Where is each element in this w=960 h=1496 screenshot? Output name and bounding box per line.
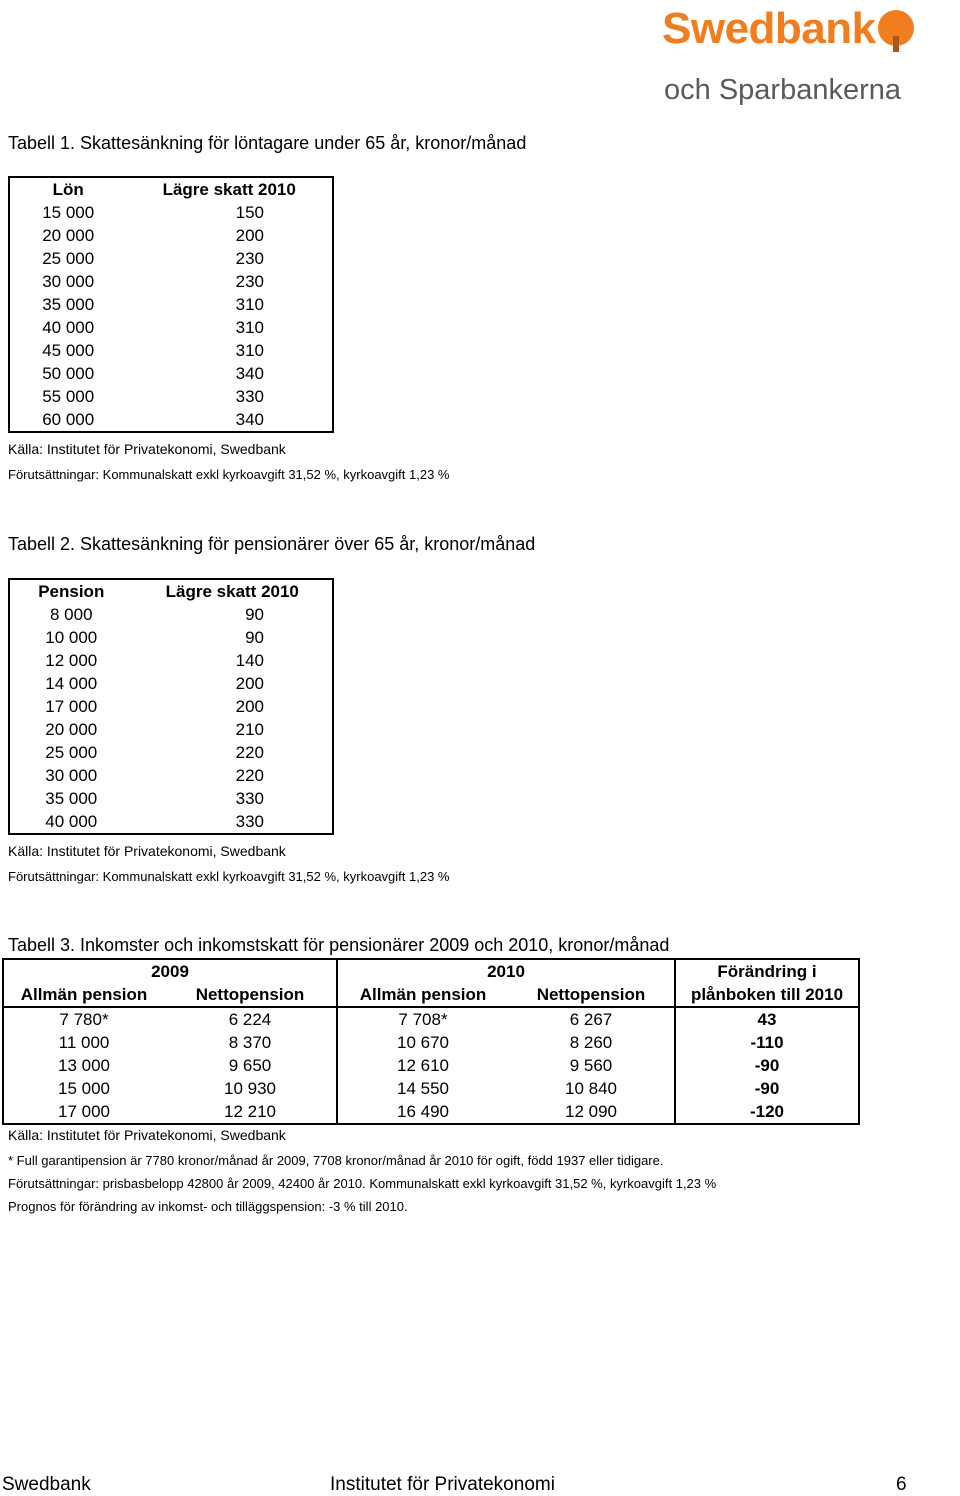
table3-cell: -110 bbox=[675, 1031, 859, 1054]
table1-source: Källa: Institutet för Privatekonomi, Swedbank bbox=[8, 441, 286, 457]
table1-cell: 150 bbox=[235, 202, 264, 222]
table-row bbox=[9, 626, 333, 649]
table3-group-2009: 2009 bbox=[151, 961, 189, 981]
table2-cell: 25 000 bbox=[45, 742, 98, 762]
table-row bbox=[9, 385, 333, 408]
footer-institute: Institutet för Privatekonomi bbox=[330, 1474, 555, 1495]
table-row bbox=[9, 718, 333, 741]
table3-cell: 10 670 bbox=[337, 1031, 508, 1054]
table-row bbox=[3, 1054, 859, 1077]
table3-group-change: Förändring i bbox=[675, 959, 859, 983]
logo-subtitle: och Sparbankerna bbox=[664, 74, 901, 106]
table2-cell: 200 bbox=[235, 673, 264, 693]
table3-cell: 16 490 bbox=[337, 1100, 508, 1124]
table3-footnote: * Full garantipension är 7780 kronor/månad år 2009, 7708 kronor/månad år 2010 för ogift, född 1937 eller tidigare. bbox=[8, 1153, 664, 1168]
table-row bbox=[9, 695, 333, 718]
table-row bbox=[9, 270, 333, 293]
table1-cell: 200 bbox=[235, 225, 264, 245]
table1-cell: 40 000 bbox=[42, 317, 95, 337]
table3-cell: 15 000 bbox=[58, 1078, 110, 1098]
table-row bbox=[9, 672, 333, 695]
table1-cell: 310 bbox=[235, 317, 264, 337]
footer-brand: Swedbank bbox=[2, 1474, 91, 1495]
table-row bbox=[9, 764, 333, 787]
table2-cell: 90 bbox=[245, 627, 264, 647]
table3-cell: 14 550 bbox=[337, 1077, 508, 1100]
table1-cell: 45 000 bbox=[42, 340, 95, 360]
table1-cell: 230 bbox=[235, 271, 264, 291]
table2-cell: 35 000 bbox=[45, 788, 98, 808]
table-row bbox=[3, 1100, 859, 1124]
table2-cell: 330 bbox=[235, 788, 264, 808]
table3-cell: 7 708* bbox=[337, 1007, 508, 1031]
table3-cell: 43 bbox=[675, 1007, 859, 1031]
table3-cell: 8 260 bbox=[569, 1032, 613, 1052]
table1-cell: 30 000 bbox=[42, 271, 95, 291]
table1-cell: 340 bbox=[235, 409, 264, 429]
table3-cell: 11 000 bbox=[58, 1032, 110, 1052]
table-row bbox=[9, 408, 333, 432]
table1-cell: 50 000 bbox=[42, 363, 95, 383]
table3-cell: 13 000 bbox=[58, 1055, 110, 1075]
table2-cell: 30 000 bbox=[45, 765, 98, 785]
table3-header: Nettopension bbox=[195, 984, 305, 1004]
table2-assumptions: Förutsättningar: Kommunalskatt exkl kyrkoavgift 31,52 %, kyrkoavgift 1,23 % bbox=[8, 869, 450, 884]
table3-cell: -90 bbox=[675, 1077, 859, 1100]
table2-cell: 12 000 bbox=[45, 650, 98, 670]
table-row bbox=[9, 293, 333, 316]
table3-cell: 12 090 bbox=[565, 1101, 617, 1121]
table2-cell: 8 000 bbox=[49, 604, 93, 624]
table1-cell: 230 bbox=[235, 248, 264, 268]
table-row bbox=[3, 1031, 859, 1054]
page-number: 6 bbox=[896, 1474, 907, 1495]
table2 bbox=[8, 578, 334, 835]
table3-forecast: Prognos för förändring av inkomst- och tilläggspension: -3 % till 2010. bbox=[8, 1199, 408, 1214]
table3-cell: 12 210 bbox=[224, 1101, 276, 1121]
table2-cell: 14 000 bbox=[45, 673, 98, 693]
table-row bbox=[9, 603, 333, 626]
table3-header: plånboken till 2010 bbox=[675, 983, 859, 1007]
table3-group-2010: 2010 bbox=[337, 959, 675, 983]
table3 bbox=[2, 958, 860, 1125]
table3-source: Källa: Institutet för Privatekonomi, Swedbank bbox=[8, 1127, 286, 1143]
table2-cell: 220 bbox=[235, 742, 264, 762]
table2-header-tax: Lägre skatt 2010 bbox=[165, 581, 299, 601]
table-row bbox=[9, 649, 333, 672]
table1 bbox=[8, 176, 334, 433]
table3-cell: 6 267 bbox=[508, 1007, 675, 1031]
table3-cell: -90 bbox=[675, 1054, 859, 1077]
table2-title: Tabell 2. Skattesänkning för pensionärer över 65 år, kronor/månad bbox=[8, 534, 536, 554]
table-row bbox=[9, 810, 333, 834]
table3-cell: 10 840 bbox=[565, 1078, 617, 1098]
table3-cell: -120 bbox=[675, 1100, 859, 1124]
table2-source: Källa: Institutet för Privatekonomi, Swedbank bbox=[8, 843, 286, 859]
table-row bbox=[3, 1007, 859, 1031]
table3-cell: 9 650 bbox=[228, 1055, 272, 1075]
table2-cell: 200 bbox=[235, 696, 264, 716]
table3-title: Tabell 3. Inkomster och inkomstskatt för pensionärer 2009 och 2010, kronor/månad bbox=[8, 935, 670, 955]
table1-header-salary: Lön bbox=[52, 179, 84, 199]
table3-cell: 10 930 bbox=[224, 1078, 276, 1098]
table1-title: Tabell 1. Skattesänkning för löntagare under 65 år, kronor/månad bbox=[8, 133, 527, 153]
table-row bbox=[9, 339, 333, 362]
table3-header: Nettopension bbox=[536, 984, 646, 1004]
table1-cell: 20 000 bbox=[42, 225, 95, 245]
table2-cell: 40 000 bbox=[45, 811, 98, 831]
table2-cell: 17 000 bbox=[45, 696, 98, 716]
table3-cell: 6 224 bbox=[164, 1007, 337, 1031]
table1-cell: 310 bbox=[235, 294, 264, 314]
table1-cell: 55 000 bbox=[42, 386, 95, 406]
table3-cell: 12 610 bbox=[337, 1054, 508, 1077]
table1-cell: 60 000 bbox=[42, 409, 95, 429]
table2-cell: 330 bbox=[235, 811, 264, 831]
table-row bbox=[9, 741, 333, 764]
table3-cell: 17 000 bbox=[58, 1101, 110, 1121]
table3-cell: 8 370 bbox=[228, 1032, 272, 1052]
table1-cell: 15 000 bbox=[42, 202, 95, 222]
table1-assumptions: Förutsättningar: Kommunalskatt exkl kyrkoavgift 31,52 %, kyrkoavgift 1,23 % bbox=[8, 467, 450, 482]
logo-brand: Swedbank bbox=[662, 4, 876, 53]
table-row bbox=[9, 224, 333, 247]
table2-header-pension: Pension bbox=[38, 581, 105, 601]
table3-assumptions: Förutsättningar: prisbasbelopp 42800 år 2009, 42400 år 2010. Kommunalskatt exkl kyrkoavgift 31,52 %, kyrkoavgift 1,23 % bbox=[8, 1176, 717, 1191]
table2-cell: 140 bbox=[235, 650, 264, 670]
table-row bbox=[9, 362, 333, 385]
table1-cell: 340 bbox=[235, 363, 264, 383]
table-row bbox=[9, 787, 333, 810]
table2-cell: 220 bbox=[235, 765, 264, 785]
table3-cell: 9 560 bbox=[569, 1055, 613, 1075]
table1-cell: 35 000 bbox=[42, 294, 95, 314]
table1-header-tax: Lägre skatt 2010 bbox=[162, 179, 296, 199]
table2-cell: 20 000 bbox=[45, 719, 98, 739]
table-row bbox=[9, 247, 333, 270]
table2-cell: 10 000 bbox=[45, 627, 98, 647]
oak-tree-icon bbox=[876, 6, 916, 56]
table1-cell: 310 bbox=[235, 340, 264, 360]
table-row bbox=[3, 1077, 859, 1100]
swedbank-logo bbox=[662, 4, 902, 104]
table1-cell: 25 000 bbox=[42, 248, 95, 268]
table2-cell: 90 bbox=[245, 604, 264, 624]
table-row bbox=[9, 316, 333, 339]
table3-header: Allmän pension bbox=[20, 984, 148, 1004]
table3-header: Allmän pension bbox=[337, 983, 508, 1007]
table2-cell: 210 bbox=[235, 719, 264, 739]
table-row bbox=[9, 201, 333, 224]
table1-cell: 330 bbox=[235, 386, 264, 406]
table3-cell: 7 780* bbox=[3, 1007, 164, 1031]
